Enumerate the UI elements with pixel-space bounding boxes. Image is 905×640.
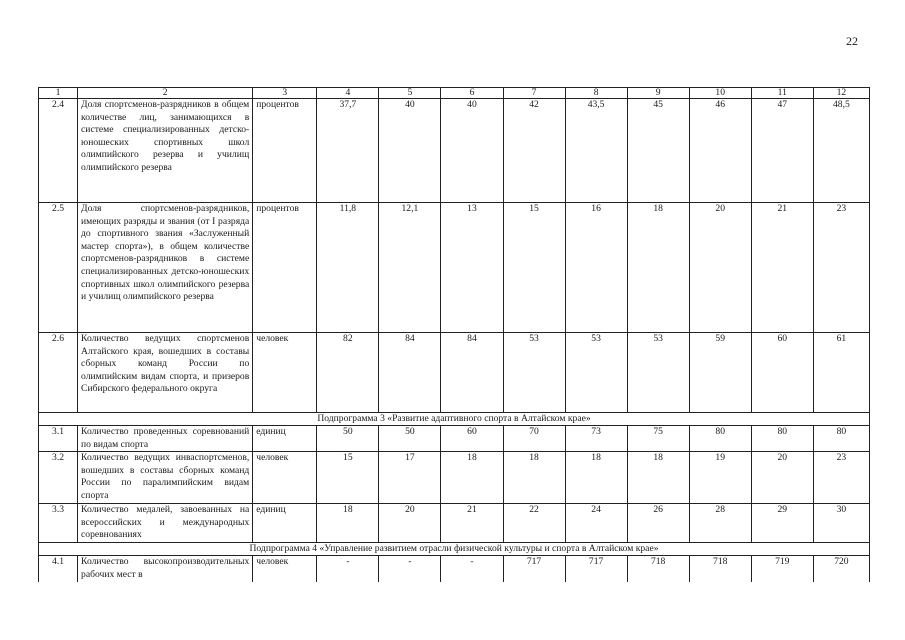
column-number: 6 — [441, 88, 503, 99]
column-number: 2 — [78, 88, 253, 99]
indicator-value: 80 — [751, 426, 813, 452]
indicator-name: Количество проведенных соревнований по видам спорта — [78, 426, 253, 452]
indicators-table — [38, 87, 870, 582]
indicator-value: 18 — [627, 203, 689, 333]
indicator-value: 53 — [565, 333, 627, 413]
indicator-value: 42 — [503, 99, 565, 203]
subprogram-title: Подпрограмма 3 «Развитие адаптивного спорта в Алтайском крае» — [39, 413, 870, 426]
indicator-value: 719 — [751, 556, 813, 582]
indicator-value: 73 — [565, 426, 627, 452]
indicator-value: 29 — [751, 504, 813, 543]
indicator-number: 2.6 — [39, 333, 78, 413]
column-number: 9 — [627, 88, 689, 99]
indicator-unit: человек — [253, 333, 317, 413]
column-number: 5 — [379, 88, 441, 99]
indicator-value: 61 — [813, 333, 869, 413]
indicator-value: 30 — [813, 504, 869, 543]
indicator-unit: человек — [253, 556, 317, 582]
indicator-unit: процентов — [253, 99, 317, 203]
indicator-value: 59 — [689, 333, 751, 413]
indicator-number: 3.2 — [39, 452, 78, 504]
page-number: 22 — [846, 34, 858, 48]
indicator-value: 84 — [441, 333, 503, 413]
indicator-value: 15 — [317, 452, 379, 504]
column-number: 10 — [689, 88, 751, 99]
indicator-value: 23 — [813, 452, 869, 504]
indicator-value: 80 — [689, 426, 751, 452]
indicator-value: 80 — [813, 426, 869, 452]
indicator-value: 40 — [379, 99, 441, 203]
indicator-value: 720 — [813, 556, 869, 582]
indicator-value: - — [441, 556, 503, 582]
indicator-value: 18 — [441, 452, 503, 504]
indicator-unit: единиц — [253, 504, 317, 543]
subprogram-row — [39, 543, 870, 556]
indicator-value: 45 — [627, 99, 689, 203]
indicator-name: Доля спортсменов-разрядников, имеющих разряды и звания (от I разряда до спортивного звания «Заслуженный мастер спорта»), в общем количестве спортсменов-разрядников в системе специализированных детско-юношеских спортивных школ олимпийского резерва и училищ олимпийского резерва — [78, 203, 253, 333]
indicator-value: 28 — [689, 504, 751, 543]
indicator-value: 40 — [441, 99, 503, 203]
indicator-value: 15 — [503, 203, 565, 333]
column-number: 3 — [253, 88, 317, 99]
table-row — [39, 333, 870, 413]
table-row — [39, 99, 870, 203]
indicator-value: 70 — [503, 426, 565, 452]
indicator-value: 20 — [379, 504, 441, 543]
indicator-value: 48,5 — [813, 99, 869, 203]
indicator-value: 43,5 — [565, 99, 627, 203]
indicator-value: 18 — [503, 452, 565, 504]
table-row — [39, 556, 870, 582]
indicator-value: 13 — [441, 203, 503, 333]
indicator-value: - — [379, 556, 441, 582]
indicator-value: 23 — [813, 203, 869, 333]
subprogram-title: Подпрограмма 4 «Управление развитием отрасли физической культуры и спорта в Алтайском крае» — [39, 543, 870, 556]
indicator-number: 2.4 — [39, 99, 78, 203]
indicator-value: 53 — [627, 333, 689, 413]
subprogram-row — [39, 413, 870, 426]
indicator-value: 17 — [379, 452, 441, 504]
indicator-value: 60 — [751, 333, 813, 413]
indicator-name: Количество ведущих спортсменов Алтайского края, вошедших в составы сборных команд России по олимпийским видам спорта, и призеров Сибирского федерального округа — [78, 333, 253, 413]
indicator-number: 3.3 — [39, 504, 78, 543]
indicator-value: 18 — [317, 504, 379, 543]
indicator-value: 22 — [503, 504, 565, 543]
indicator-value: 37,7 — [317, 99, 379, 203]
indicator-value: 20 — [751, 452, 813, 504]
table-row — [39, 426, 870, 452]
indicator-value: - — [317, 556, 379, 582]
indicator-value: 717 — [503, 556, 565, 582]
indicator-number: 3.1 — [39, 426, 78, 452]
indicator-value: 718 — [689, 556, 751, 582]
indicator-value: 50 — [317, 426, 379, 452]
indicator-name: Доля спортсменов-разрядников в общем количестве лиц, занимающихся в системе специализированных детско-юношеских спортивных школ олимпийского резерва и училищ олимпийского резерва — [78, 99, 253, 203]
indicator-value: 16 — [565, 203, 627, 333]
indicator-value: 19 — [689, 452, 751, 504]
column-number: 8 — [565, 88, 627, 99]
column-number: 7 — [503, 88, 565, 99]
indicator-unit: человек — [253, 452, 317, 504]
table-row — [39, 203, 870, 333]
indicator-name: Количество ведущих инваспортсменов, вошедших в составы сборных команд России по паралимпийским видам спорта — [78, 452, 253, 504]
indicator-name: Количество медалей, завоеванных на всероссийских и международных соревнованиях — [78, 504, 253, 543]
indicator-value: 60 — [441, 426, 503, 452]
indicator-value: 53 — [503, 333, 565, 413]
indicator-unit: процентов — [253, 203, 317, 333]
indicator-value: 82 — [317, 333, 379, 413]
indicator-value: 47 — [751, 99, 813, 203]
column-number: 11 — [751, 88, 813, 99]
indicator-unit: единиц — [253, 426, 317, 452]
indicator-value: 46 — [689, 99, 751, 203]
column-number: 12 — [813, 88, 869, 99]
indicator-value: 717 — [565, 556, 627, 582]
indicator-number: 4.1 — [39, 556, 78, 582]
indicator-value: 50 — [379, 426, 441, 452]
column-number-row — [39, 88, 870, 99]
indicator-value: 21 — [441, 504, 503, 543]
indicator-value: 21 — [751, 203, 813, 333]
column-number: 4 — [317, 88, 379, 99]
indicator-name: Количество высокопроизводительных рабочих мест в — [78, 556, 253, 582]
indicator-value: 24 — [565, 504, 627, 543]
indicator-value: 20 — [689, 203, 751, 333]
indicator-value: 75 — [627, 426, 689, 452]
indicator-value: 18 — [565, 452, 627, 504]
indicator-value: 18 — [627, 452, 689, 504]
indicator-value: 26 — [627, 504, 689, 543]
indicator-value: 84 — [379, 333, 441, 413]
indicator-value: 11,8 — [317, 203, 379, 333]
table-row — [39, 504, 870, 543]
column-number: 1 — [39, 88, 78, 99]
indicator-value: 718 — [627, 556, 689, 582]
table-row — [39, 452, 870, 504]
indicator-number: 2.5 — [39, 203, 78, 333]
indicator-value: 12,1 — [379, 203, 441, 333]
